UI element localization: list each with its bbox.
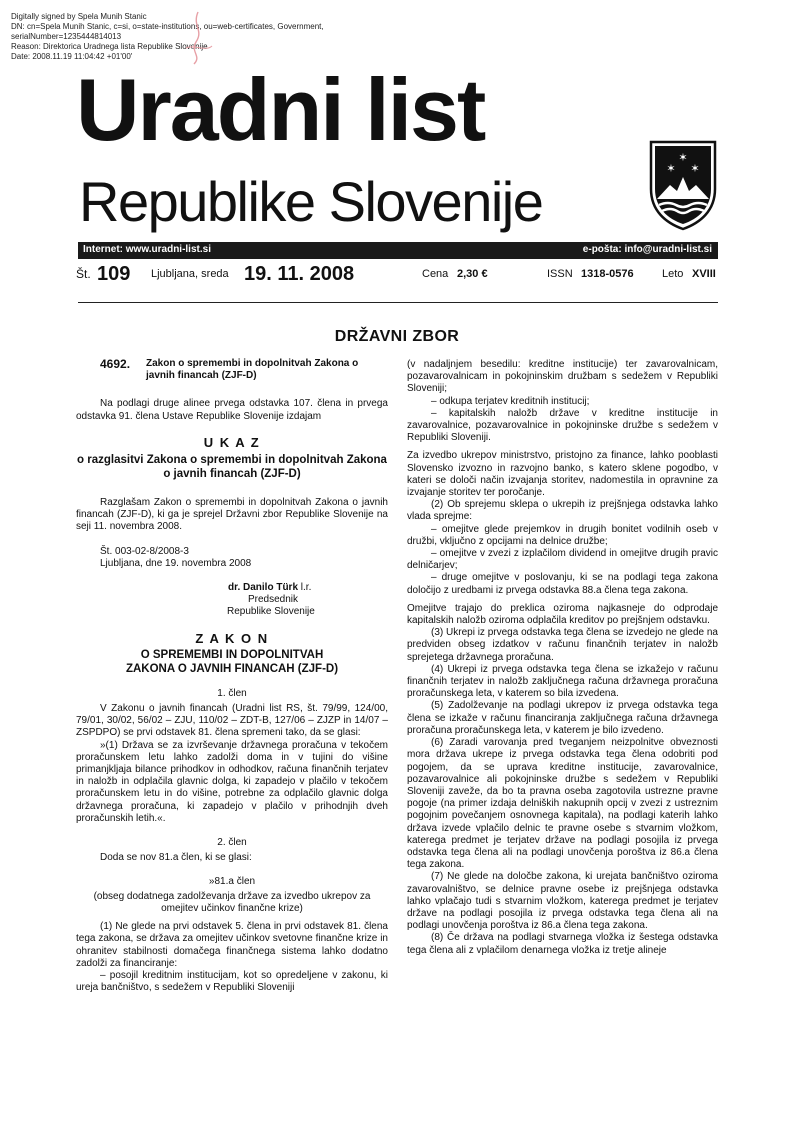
- internet-link[interactable]: Internet: www.uradni-list.si: [83, 244, 211, 255]
- paragraph: (8) Če država na podlagi stvarnega vložka iz šestega odstavka tega člena ali z vplačilom denarnega vložka iz tretje alineje: [407, 932, 718, 956]
- signature-line: Reason: Direktorica Uradnega lista Republike Slovenije: [11, 42, 208, 51]
- issue-place-day: Ljubljana, sreda: [151, 268, 229, 280]
- column-right: [407, 359, 718, 957]
- paragraph: (v nadaljnjem besedilu: kreditne institucije) ter zavarovalnicam, pozavarovalnicam in pokojninskim družbam s sedežem v Republiki Sloveniji;: [407, 359, 718, 395]
- email-link[interactable]: e-pošta: info@uradni-list.si: [582, 244, 712, 255]
- paragraph: (6) Zaradi varovanja pred tveganjem neizpolnitve obveznosti mora država ukrepe iz prvega odstavka tega člena odobriti pod pogojem, da se uprava kreditne institucije, zavarovalnice, pozavarovalnice ali pokojninske družbe s sedežem v Republiki Sloveniji zaveže, da bo ta pravna oseba zagotovila ustrezne pravne pogoje (na primer izdaja delniških nakupnih opcij v zvezi z ustreznim pogojnim povečanjem osnovnega kapitala), na podlagi katerih lahko država izvede vplačilo delnic te pravne osebe s stvarnim vložkom, katerega predmet je terjatev države na podlagi posojila iz prvega odstavka tega člena ali na podlagi unovčenja poroštva iz 86.a člena tega zakona.: [407, 737, 718, 871]
- reference-number: Št. 003-02-8/2008-3: [100, 545, 189, 557]
- paragraph: »(1) Država se za izvrševanje državnega proračuna v tekočem proračunskem letu lahko zadolži doma in v tujini do višine primanjkljaja bilance prihodkov in odhodkov, računa finančnih terjatev in naložb in odplačila glavnic dolga, ki zapadejo v plačilo v tekočem proračunskem letu in do višine, potrebne za odplačilo glavnic dolga državnega proračuna, ki zapadejo v plačilo v prihodnjih dveh proračunskih letih.«.: [76, 739, 388, 824]
- signer-role: Republike Slovenije: [227, 606, 315, 618]
- paragraph: Razglašam Zakon o spremembi in dopolnitvah Zakona o javnih financah (ZJF-D), ki ga je sprejel Državni zbor Republike Slovenije na seji 11. novembra 2008.: [76, 497, 388, 533]
- price-value: 2,30 €: [457, 268, 488, 280]
- signature-line: serialNumber=1235444814013: [11, 32, 122, 41]
- svg-text:✶: ✶: [678, 151, 688, 164]
- issue-date: 19. 11. 2008: [244, 263, 355, 285]
- column-left: [76, 358, 388, 994]
- paragraph: Za izvedbo ukrepov ministrstvo, pristojno za finance, lahko pooblasti Slovensko izvozno in razvojno banko, s katero sklene pogodbo, v kateri se določi način izvajanja storitev, nadomestila in opravnine za izvajanje storitev ter poročanje.: [407, 450, 718, 499]
- act-number: 4692.: [100, 357, 131, 371]
- list-item: – odkupa terjatev kreditnih institucij;: [431, 395, 590, 407]
- section-title: DRŽAVNI ZBOR: [334, 328, 460, 345]
- issue-line: [0, 263, 794, 293]
- zakon-title: O SPREMEMBI IN DOPOLNITVAH: [140, 648, 324, 661]
- article-subtitle: (obseg dodatnega zadolževanja države za izvedbo ukrepov za omejitev učinkov finančne krize): [93, 890, 371, 914]
- signer-suffix: l.r.: [298, 582, 312, 594]
- place-date: Ljubljana, dne 19. novembra 2008: [100, 557, 252, 569]
- list-item: – kapitalskih naložb države v kreditne institucije in zavarovalnice, pozavarovalnice in pokojninske družbe s sedežem v Republiki Sloveniji.: [407, 407, 718, 444]
- list-item: – omejitve v zvezi z izplačilom dividend in omejitve drugih pravic delničarjev;: [407, 548, 718, 572]
- article-heading: 1. člen: [217, 687, 247, 699]
- paragraph: (4) Ukrepi iz prvega odstavka tega člena se izkažejo v računu finančnih terjatev in naložb zaključnega računa državnega proračuna proračunskega leta, v katerem so bila izvedena.: [407, 663, 718, 700]
- signature-line: Date: 2008.11.19 11:04:42 +01'00': [11, 52, 133, 61]
- act-title: Zakon o spremembi in dopolnitvah Zakona o javnih financah (ZJF-D): [146, 358, 359, 382]
- year-label: Leto: [662, 268, 684, 280]
- paragraph: – posojil kreditnim institucijam, kot so opredeljene v zakonu, ki ureja bančništvo, s sedežem v Republiki Sloveniji: [76, 969, 388, 994]
- signer-line: [76, 582, 388, 594]
- signature-line: DN: cn=Spela Munih Stanic, c=si, o=state-institutions, ou=web-certificates, Government,: [11, 22, 324, 31]
- article-heading: 2. člen: [217, 837, 247, 849]
- zakon-title: ZAKONA O JAVNIH FINANCAH (ZJF-D): [125, 662, 339, 675]
- paragraph: V Zakonu o javnih financah (Uradni list RS, št. 79/99, 124/00, 79/01, 30/02, 56/02 – ZJU, 110/02 – ZDT-B, 127/06 – ZJZP in 14/07 – ZSPDPO) se prvi odstavek 81. člena spremeni tako, da se glasi:: [76, 703, 388, 739]
- signature-line: Digitally signed by Spela Munih Stanic: [11, 12, 147, 21]
- list-item: – omejitve glede prejemkov in drugih bonitet vodilnih oseb v družbi, vključno z opcijami na delnice družbe;: [407, 523, 718, 547]
- issn-value: 1318-0576: [581, 268, 634, 280]
- svg-text:✶: ✶: [690, 162, 700, 175]
- zakon-heading: Z A K O N: [195, 630, 269, 646]
- ukaz-title: o razglasitvi Zakona o spremembi in dopolnitvah Zakona o javnih financah (ZJF-D): [77, 454, 387, 481]
- paragraph: Doda se nov 81.a člen, ki se glasi:: [100, 852, 252, 864]
- list-item: – druge omejitve v poslovanju, ki se na podlagi tega zakona določijo z uredbami iz prvega odstavka 88.a člena tega zakona.: [407, 572, 718, 596]
- paragraph: (3) Ukrepi iz prvega odstavka tega člena se izvedejo ne glede na predviden obseg izdatkov v računu finančnih terjatev in naložb sprejetega državnega proračuna.: [407, 627, 718, 663]
- paragraph: (1) Ne glede na prvi odstavek 5. člena in prvi odstavek 81. člena tega zakona, se država za omejitev učinkov svetovne finančne krize in ohranitev stabilnosti domačega finančnega sistema lahko dodatno zadolži za financiranje:: [76, 921, 388, 969]
- masthead-subtitle: Republike Slovenije: [79, 170, 543, 233]
- act-heading: [76, 358, 388, 382]
- article-heading: »81.a člen: [208, 876, 256, 888]
- issue-number-label: Št.: [76, 267, 91, 281]
- signer-role: Predsednik: [248, 594, 299, 606]
- paragraph: Omejitve trajajo do preklica oziroma najkasneje do odprodaje kapitalskih naložb oziroma odplačila kreditov po prejšnjem odstavku.: [407, 602, 718, 627]
- signer-name: dr. Danilo Türk: [228, 582, 299, 594]
- signature-mark-icon: [178, 8, 218, 66]
- issn-label: ISSN: [547, 268, 573, 280]
- ukaz-heading: U K A Z: [203, 434, 261, 450]
- coat-of-arms-icon: [648, 139, 718, 231]
- paragraph: (7) Ne glede na določbe zakona, ki urejata bančništvo oziroma zavarovalništvo, se delnice pravne osebe iz prejšnjega odstavka lahko vplačajo tudi s stvarnim vložkom, katerega predmet je terjatev države na podlagi posojila iz prvega odstavka tega člena ali na podlagi unovčenja poroštva iz 86.a člena tega zakona.: [407, 871, 718, 932]
- year-value: XVIII: [692, 268, 716, 280]
- contact-band: [78, 242, 718, 259]
- digital-signature-block: [11, 12, 324, 62]
- masthead-title: Uradni list: [76, 60, 485, 159]
- header-divider: [78, 302, 718, 303]
- issue-number: 109: [97, 263, 131, 285]
- paragraph: Na podlagi druge alinee prvega odstavka 107. člena in prvega odstavka 91. člena Ustave Republike Slovenije izdajam: [76, 398, 388, 422]
- price-label: Cena: [422, 268, 449, 280]
- svg-text:✶: ✶: [666, 162, 676, 175]
- paragraph: (2) Ob sprejemu sklepa o ukrepih iz prejšnjega odstavka lahko vlada sprejme:: [407, 499, 718, 523]
- paragraph: (5) Zadolževanje na podlagi ukrepov iz prvega odstavka tega člena se izkaže v računu financiranja zaključnega računa državnega proračuna proračunskega leta, v katerem je bilo izvedeno.: [407, 700, 718, 736]
